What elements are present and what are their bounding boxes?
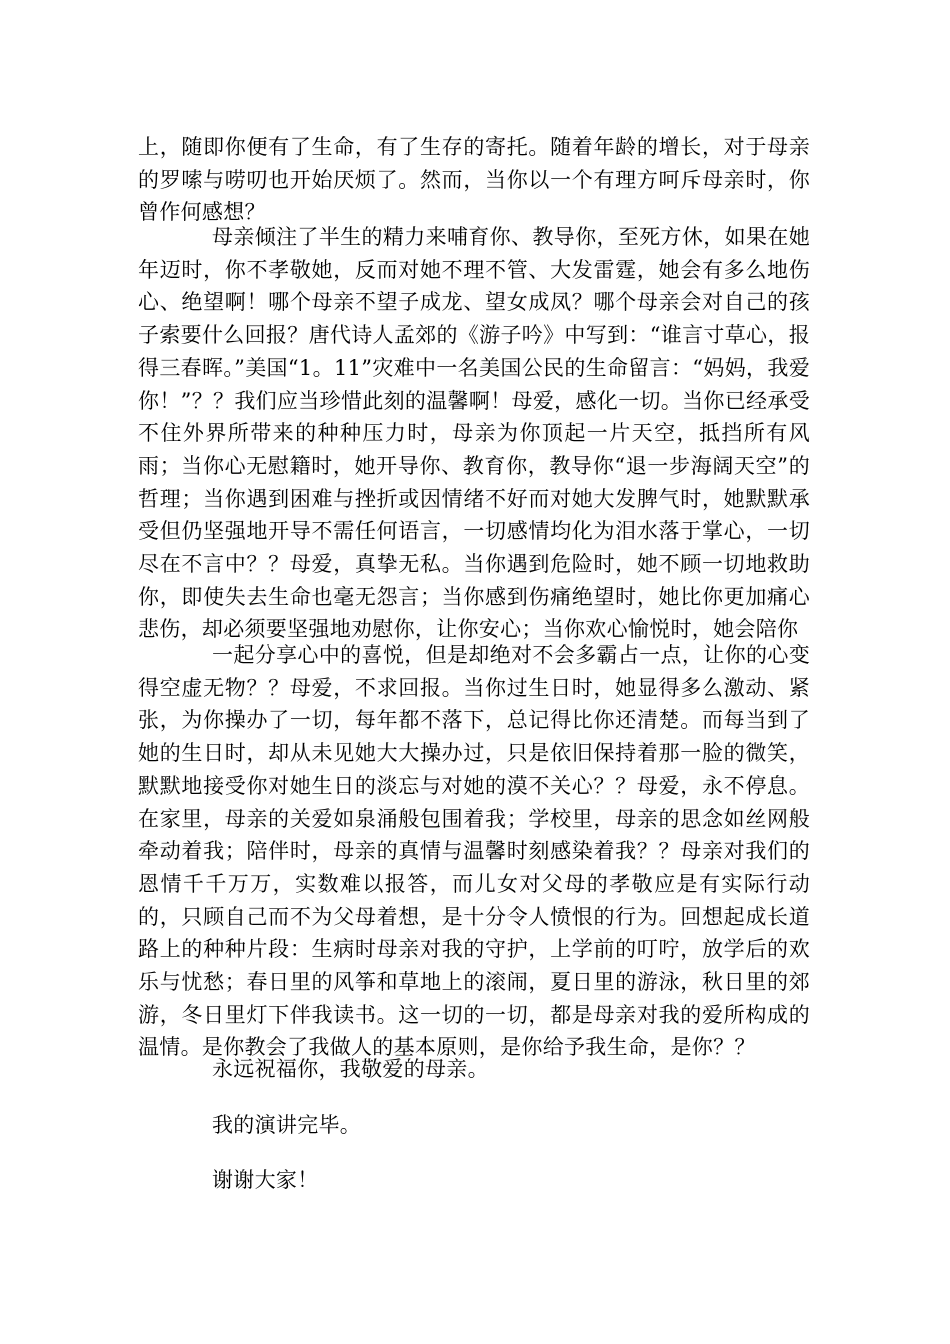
closing-blessing: 永远祝福你，我敬爱的母亲。 <box>212 1057 489 1081</box>
paragraph-2: 母亲倾注了半生的精力来哺育你、教导你，至死方休，如果在她年迈时，你不孝敬她，反而对她不理不管、大发雷霆，她会有多么地伤心、绝望啊！哪个母亲不望子成龙、望女成凤？哪个母亲会对自己的孩子索要什么回报？唐代诗人孟郊的《游子吟》中写到：“谁言寸草心，报得三春晖。”美国“1。11”灾难中一名美国公民的生命留言：“妈妈，我爱你！”？？我们应当珍惜此刻的温馨啊！母爱，感化一切。当你已经承受不住外界所带来的种种压力时，母亲为你顶起一片天空，抵挡所有风雨；当你心无慰籍时，她开导你、教育你，教导你“退一步海阔天空”的哲理；当你遇到困难与挫折或因情绪不好而对她大发脾气时，她默默承受但仍坚强地开导不需任何语言，一切感情均化为泪水落于掌心，一切尽在不言中？？母爱，真挚无私。当你遇到危险时，她不顾一切地救助你，即使失去生命也毫无怨言；当你感到伤痛绝望时，她比你更加痛心悲伤，却必须要坚强地劝慰你，让你安心；当你欢心愉悦时，她会陪你 <box>138 225 810 642</box>
paragraph-3: 一起分享心中的喜悦，但是却绝对不会多霸占一点，让你的心变得空虚无物？？母爱，不求回报。当你过生日时，她显得多么激动、紧张，为你操办了一切，每年都不落下，总记得比你还清楚。而每当到了她的生日时，却从未见她大大操办过，只是依旧保持着那一脸的微笑，默默地接受你对她生日的淡忘与对她的漠不关心？？母爱，永不停息。在家里，母亲的关爱如泉涌般包围着我；学校里，母亲的思念如丝网般牵动着我；陪伴时，母亲的真情与温馨时刻感染着我？？母亲对我们的恩情千千万万，实数难以报答，而儿女对父母的孝敬应是有实际行动的，只顾自己而不为父母着想，是十分令人愤恨的行为。回想起成长道路上的种种片段：生病时母亲对我的守护，上学前的叮咛，放学后的欢乐与忧愁；春日里的风筝和草地上的滚闹，夏日里的游泳，秋日里的郊游，冬日里灯下伴我读书。这一切的一切，都是母亲对我的爱所构成的温情。是你教会了我做人的基本原则，是你给予我生命，是你？？ <box>138 643 810 1060</box>
closing-thanks: 谢谢大家！ <box>212 1168 319 1192</box>
closing-speech-end: 我的演讲完毕。 <box>212 1113 362 1137</box>
paragraph-1: 上，随即你便有了生命，有了生存的寄托。随着年龄的增长，对于母亲的罗嗦与唠叨也开始厌烦了。然而，当你以一个有理方呵斥母亲时，你曾作何感想？ <box>138 135 810 225</box>
